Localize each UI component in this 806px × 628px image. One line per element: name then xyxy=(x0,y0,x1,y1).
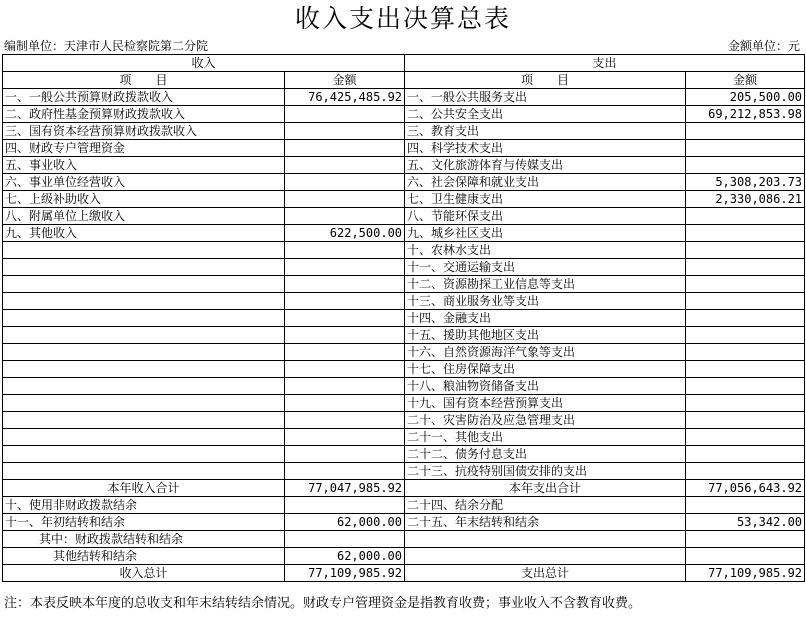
expense-total-amount: 77,109,985.92 xyxy=(686,565,805,582)
table-row xyxy=(3,174,805,191)
expense-amount xyxy=(686,208,805,225)
begin-balance-amount: 62,000.00 xyxy=(285,514,405,531)
amount-unit: 金额单位：元 xyxy=(727,39,800,53)
expense-amount xyxy=(686,429,805,446)
table-row xyxy=(3,531,805,548)
expense-amount xyxy=(686,140,805,157)
table-row xyxy=(3,276,805,293)
expense-year-total: 77,056,643.92 xyxy=(686,480,805,497)
income-amount xyxy=(285,378,405,395)
table-row xyxy=(3,429,805,446)
income-item xyxy=(3,446,285,463)
expense-amount xyxy=(686,446,805,463)
expense-section-header: 支出 xyxy=(405,55,805,72)
expense-item: 二十二、债务付息支出 xyxy=(405,446,686,463)
table-row xyxy=(3,446,805,463)
income-amount xyxy=(285,412,405,429)
income-amount xyxy=(285,242,405,259)
income-item xyxy=(3,395,285,412)
table-row xyxy=(3,548,805,565)
income-year-total-label: 本年收入合计 xyxy=(3,480,285,497)
expense-amount xyxy=(686,463,805,480)
expense-amount xyxy=(686,344,805,361)
expense-amount xyxy=(686,293,805,310)
expense-amount xyxy=(686,242,805,259)
expense-item: 九、城乡社区支出 xyxy=(405,225,686,242)
income-amount xyxy=(285,429,405,446)
expense-amount xyxy=(686,310,805,327)
expense-item: 十二、资源勘探工业信息等支出 xyxy=(405,276,686,293)
expense-item: 一、一般公共服务支出 xyxy=(405,89,686,106)
income-item xyxy=(3,361,285,378)
income-amount xyxy=(285,106,405,123)
expense-item: 十八、粮油物资储备支出 xyxy=(405,378,686,395)
income-section-header: 收入 xyxy=(3,55,405,72)
income-item: 五、事业收入 xyxy=(3,157,285,174)
revenue-expenditure-table xyxy=(2,54,805,582)
expense-item: 八、节能环保支出 xyxy=(405,208,686,225)
expense-item: 十七、住房保障支出 xyxy=(405,361,686,378)
expense-item: 十四、金融支出 xyxy=(405,310,686,327)
income-amount-header: 金额 xyxy=(285,72,405,89)
income-amount xyxy=(285,293,405,310)
income-amount xyxy=(285,140,405,157)
income-amount xyxy=(285,259,405,276)
expense-item: 二十一、其他支出 xyxy=(405,429,686,446)
income-amount xyxy=(285,191,405,208)
income-amount xyxy=(285,310,405,327)
expense-item: 十六、自然资源海洋气象等支出 xyxy=(405,344,686,361)
income-item xyxy=(3,259,285,276)
income-item xyxy=(3,293,285,310)
grand-total-row xyxy=(3,565,805,582)
expense-amount xyxy=(686,361,805,378)
expense-item: 十三、商业服务业等支出 xyxy=(405,293,686,310)
income-amount xyxy=(285,174,405,191)
table-row xyxy=(3,89,805,106)
income-item xyxy=(3,310,285,327)
surplus-dist-amount xyxy=(686,497,805,514)
income-amount xyxy=(285,123,405,140)
table-row xyxy=(3,344,805,361)
table-row xyxy=(3,293,805,310)
expense-amount xyxy=(686,395,805,412)
fiscal-sub-amount xyxy=(285,531,405,548)
table-row xyxy=(3,412,805,429)
expense-amount xyxy=(686,123,805,140)
income-amount xyxy=(285,361,405,378)
income-item: 六、事业单位经营收入 xyxy=(3,174,285,191)
end-balance-amount: 53,342.00 xyxy=(686,514,805,531)
table-row xyxy=(3,514,805,531)
income-item: 四、财政专户管理资金 xyxy=(3,140,285,157)
income-amount xyxy=(285,327,405,344)
footnote: 注：本表反映本年度的总收支和年末结转结余情况。财政专户管理资金是指教育收费；事业收入不含教育收费。 xyxy=(4,596,642,611)
expense-year-total-label: 本年支出合计 xyxy=(405,480,686,497)
table-row xyxy=(3,242,805,259)
expense-amount xyxy=(686,378,805,395)
report-title: 收入支出决算总表 xyxy=(294,4,511,33)
income-item xyxy=(3,276,285,293)
expense-item: 十五、援助其他地区支出 xyxy=(405,327,686,344)
column-header-row xyxy=(3,72,805,89)
expense-item: 六、社会保障和就业支出 xyxy=(405,174,686,191)
expense-item: 二十、灾害防治及应急管理支出 xyxy=(405,412,686,429)
expense-amount-header: 金额 xyxy=(686,72,805,89)
table-row xyxy=(3,497,805,514)
income-amount xyxy=(285,446,405,463)
expense-item: 三、教育支出 xyxy=(405,123,686,140)
income-amount: 76,425,485.92 xyxy=(285,89,405,106)
expense-amount xyxy=(686,157,805,174)
expense-amount: 205,500.00 xyxy=(686,89,805,106)
non-fiscal-label: 十、使用非财政拨款结余 xyxy=(3,497,285,514)
expense-amount xyxy=(686,225,805,242)
table-row xyxy=(3,361,805,378)
income-item xyxy=(3,327,285,344)
table-row xyxy=(3,208,805,225)
table-row xyxy=(3,378,805,395)
year-total-row xyxy=(3,480,805,497)
expense-amount xyxy=(686,412,805,429)
income-item xyxy=(3,463,285,480)
income-item: 七、上级补助收入 xyxy=(3,191,285,208)
income-item: 三、国有资本经营预算财政拨款收入 xyxy=(3,123,285,140)
income-item: 二、政府性基金预算财政拨款收入 xyxy=(3,106,285,123)
income-year-total: 77,047,985.92 xyxy=(285,480,405,497)
expense-amount xyxy=(686,327,805,344)
income-item xyxy=(3,429,285,446)
expense-item-header: 项 目 xyxy=(405,72,686,89)
expense-item: 十、农林水支出 xyxy=(405,242,686,259)
expense-item: 二、公共安全支出 xyxy=(405,106,686,123)
expense-amount: 2,330,086.21 xyxy=(686,191,805,208)
expense-item: 十一、交通运输支出 xyxy=(405,259,686,276)
table-row xyxy=(3,327,805,344)
expense-item: 四、科学技术支出 xyxy=(405,140,686,157)
expense-amount xyxy=(686,259,805,276)
compiling-unit: 编制单位：天津市人民检察院第二分院 xyxy=(4,39,209,53)
non-fiscal-amount xyxy=(285,497,405,514)
income-amount xyxy=(285,276,405,293)
expense-item: 五、文化旅游体育与传媒支出 xyxy=(405,157,686,174)
income-item xyxy=(3,378,285,395)
income-item xyxy=(3,242,285,259)
table-row xyxy=(3,123,805,140)
income-amount xyxy=(285,344,405,361)
table-row xyxy=(3,191,805,208)
income-amount xyxy=(285,208,405,225)
income-item: 九、其他收入 xyxy=(3,225,285,242)
income-total-amount: 77,109,985.92 xyxy=(285,565,405,582)
table-row xyxy=(3,463,805,480)
table-row xyxy=(3,225,805,242)
end-balance-label: 二十五、年末结转和结余 xyxy=(405,514,686,531)
income-amount xyxy=(285,157,405,174)
expense-amount: 69,212,853.98 xyxy=(686,106,805,123)
surplus-dist-label: 二十四、结余分配 xyxy=(405,497,686,514)
income-item xyxy=(3,412,285,429)
income-amount: 622,500.00 xyxy=(285,225,405,242)
income-total-label: 收入总计 xyxy=(3,565,285,582)
income-amount xyxy=(285,395,405,412)
table-row xyxy=(3,395,805,412)
fiscal-sub-label: 其中：财政拨款结转和结余 xyxy=(3,531,285,548)
expense-total-label: 支出总计 xyxy=(405,565,686,582)
table-row xyxy=(3,106,805,123)
table-row xyxy=(3,310,805,327)
income-amount xyxy=(285,463,405,480)
table-row xyxy=(3,140,805,157)
expense-amount: 5,308,203.73 xyxy=(686,174,805,191)
table-row xyxy=(3,157,805,174)
expense-item: 二十三、抗疫特别国债安排的支出 xyxy=(405,463,686,480)
income-item: 八、附属单位上缴收入 xyxy=(3,208,285,225)
expense-item: 七、卫生健康支出 xyxy=(405,191,686,208)
expense-amount xyxy=(686,276,805,293)
income-item-header: 项 目 xyxy=(3,72,285,89)
section-header-row xyxy=(3,55,805,72)
begin-balance-label: 十一、年初结转和结余 xyxy=(3,514,285,531)
other-sub-amount: 62,000.00 xyxy=(285,548,405,565)
income-item xyxy=(3,344,285,361)
table-row xyxy=(3,259,805,276)
expense-item: 十九、国有资本经营预算支出 xyxy=(405,395,686,412)
other-sub-label: 其他结转和结余 xyxy=(3,548,285,565)
income-item: 一、一般公共预算财政拨款收入 xyxy=(3,89,285,106)
